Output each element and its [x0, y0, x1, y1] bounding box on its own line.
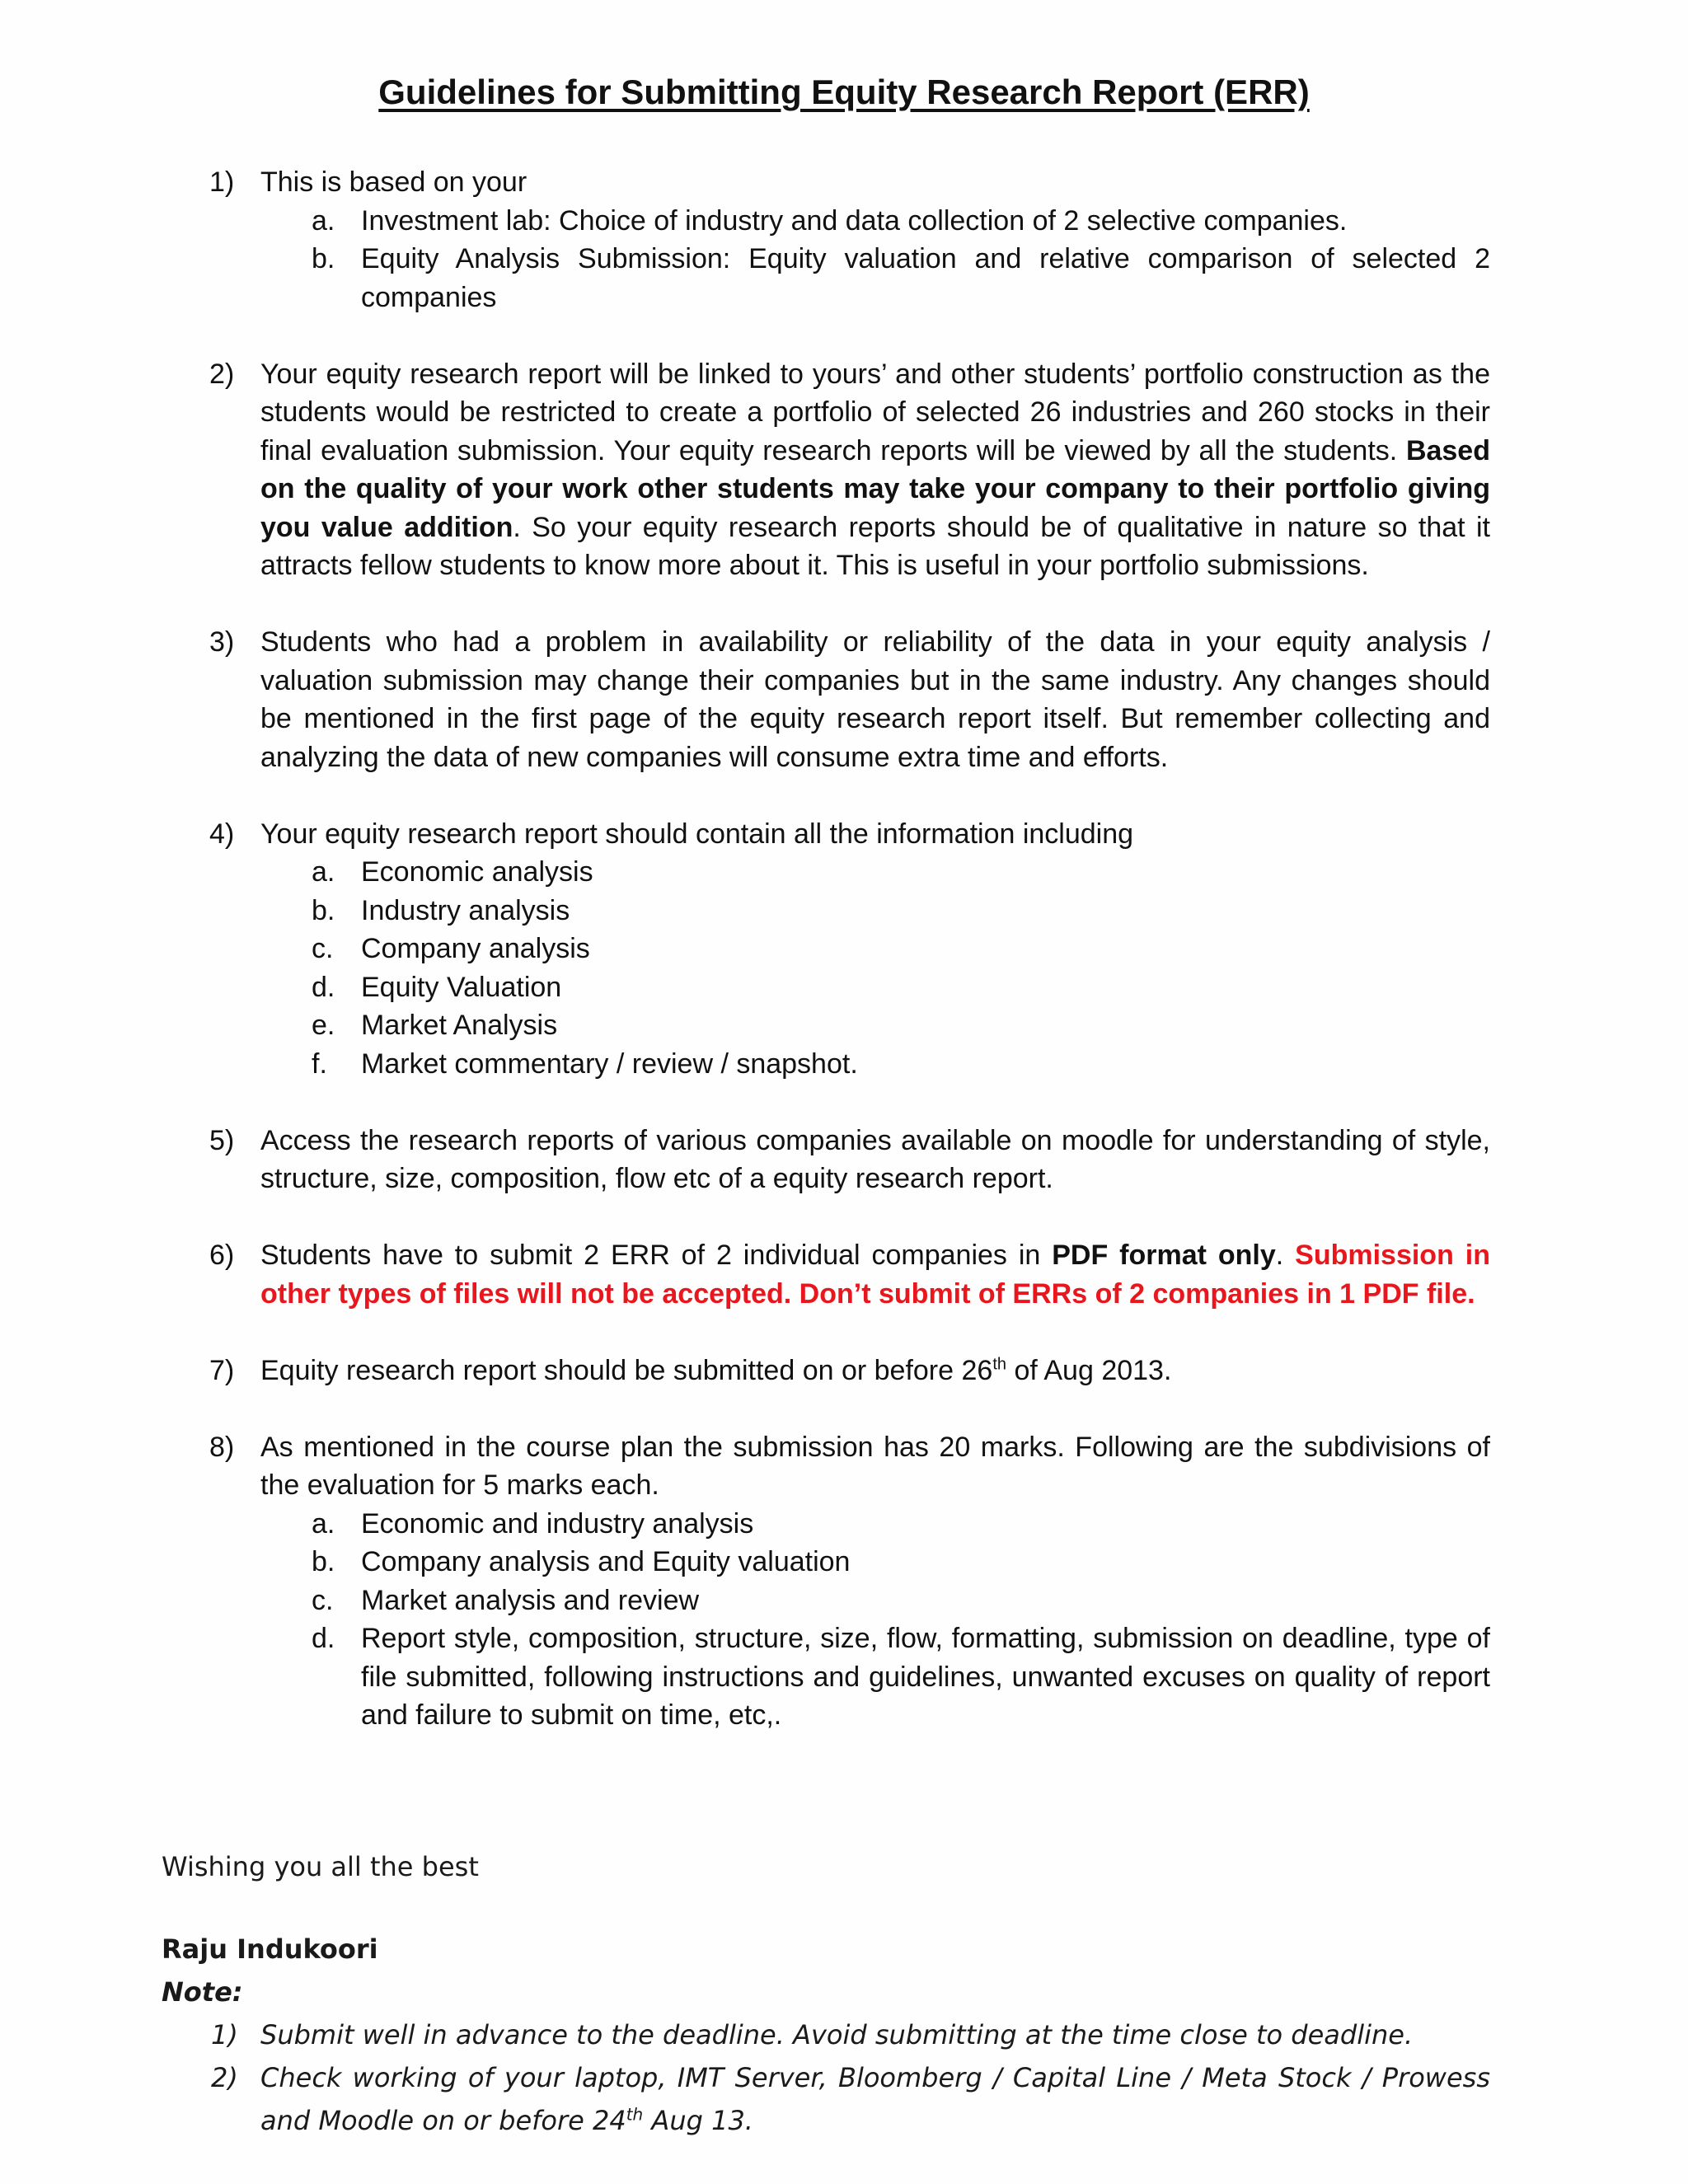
sub-item-letter: a. [312, 204, 335, 237]
sub-item-text: Market analysis and review [361, 1584, 700, 1616]
item-number: 3) [209, 626, 235, 658]
note-item [162, 2013, 1490, 2056]
item-number: 2) [209, 358, 235, 390]
item-text-part: Students have to submit 2 ERR of 2 individual companies in [260, 1240, 1053, 1271]
sub-item-text: Industry analysis [361, 894, 570, 926]
item-text-part: . [1275, 1240, 1296, 1271]
guideline-list [204, 163, 1490, 1773]
sub-item-text: Economic and industry analysis [361, 1507, 754, 1540]
closing-section [162, 1851, 1490, 2142]
sub-item-letter: c. [312, 1584, 334, 1616]
item-text [260, 355, 1490, 585]
item-number: 6) [209, 1240, 235, 1271]
sub-list [260, 853, 1490, 1083]
sub-item-letter: b. [312, 243, 335, 274]
sub-item [260, 240, 1490, 316]
sub-item-text: Company analysis and Equity valuation [361, 1546, 851, 1577]
item-text: Students who had a problem in availability or reliability of the data in your equity analysis / valuation submission may change their companies but in the same industry. Any changes should be mentioned in the first page of the equity research report itself. But remember collecting and analyzing the data of new companies will consume extra time and efforts. [260, 626, 1490, 773]
guideline-item-2 [204, 355, 1490, 585]
sub-item [260, 1543, 1490, 1582]
item-text-part: Your equity research report will be linked to yours’ and other students’ portfolio construction as the students would be restricted to create a portfolio of selected 26 industries and 260 stocks in their final evaluation submission. Your equity research reports will be viewed by all the students. [260, 358, 1490, 466]
note-item [162, 2056, 1490, 2142]
sub-item-letter: a. [312, 1507, 335, 1540]
sub-item-text: Market Analysis [361, 1010, 558, 1041]
guideline-item-4 [204, 815, 1490, 1084]
guideline-item-1 [204, 163, 1490, 316]
sub-item [260, 202, 1490, 241]
item-text-part: Equity research report should be submitted on or before 26 [260, 1354, 993, 1386]
author-signature: Raju Indukoori [162, 1933, 378, 1965]
sub-item-text: Equity Analysis Submission: Equity valuation and relative comparison of selected 2 companies [361, 243, 1490, 313]
sub-item-letter: d. [312, 971, 335, 1003]
guideline-item-5 [204, 1122, 1490, 1198]
item-text: Your equity research report should contain all the information including [260, 818, 1134, 850]
ordinal-suffix: th [992, 1355, 1006, 1374]
sub-item-text: Report style, composition, structure, size, flow, formatting, submission on deadline, type of file submitted, following instructions and guidelines, unwanted excuses on quality of report and failure to submit on time, etc,. [361, 1623, 1490, 1731]
item-number: 7) [209, 1354, 235, 1386]
sub-item [260, 1045, 1490, 1084]
item-text [260, 1352, 1490, 1390]
sub-item [260, 853, 1490, 892]
item-bold-text: PDF format only [1052, 1240, 1276, 1271]
sub-item-letter: d. [312, 1623, 335, 1654]
sub-list [260, 202, 1490, 317]
sub-item-letter: a. [312, 856, 335, 888]
note-text-part: Check working of your laptop, IMT Server, Bloomberg / Capital Line / Meta Stock / Prowess and Moodle on or before 24 [260, 2062, 1490, 2136]
sub-item [260, 1006, 1490, 1045]
sub-item-letter: b. [312, 1546, 335, 1577]
sub-item-text: Market commentary / review / snapshot. [361, 1047, 858, 1080]
item-text: This is based on your [260, 166, 528, 198]
guideline-item-8 [204, 1428, 1490, 1735]
sub-item-letter: e. [312, 1010, 335, 1041]
item-number: 1) [209, 166, 235, 198]
sub-item [260, 968, 1490, 1007]
item-text-part: of Aug 2013. [1006, 1354, 1172, 1386]
note-text: Submit well in advance to the deadline. Avoid submitting at the time close to deadline. [260, 2019, 1414, 2050]
item-text-part: . So your equity research reports should be of qualitative in nature so that it attracts fellow students to know more about it. This is useful in your portfolio submissions. [260, 511, 1491, 581]
sub-item [260, 1582, 1490, 1620]
sub-item-letter: f. [312, 1047, 327, 1080]
sub-item [260, 930, 1490, 968]
sub-item [260, 1505, 1490, 1544]
item-text: As mentioned in the course plan the submission has 20 marks. Following are the subdivisions of the evaluation for 5 marks each. [260, 1431, 1490, 1501]
item-number: 8) [209, 1431, 235, 1463]
sub-item-text: Investment lab: Choice of industry and data collection of 2 selective companies. [361, 204, 1348, 237]
sub-item-text: Equity Valuation [361, 971, 562, 1003]
note-label: Note: [162, 1976, 243, 2008]
note-list [162, 2013, 1490, 2142]
ordinal-suffix: th [626, 2104, 644, 2125]
item-bold-text: Based on the quality of your work other students may take your company to their portfolio giving you value addition [260, 434, 1490, 543]
guideline-item-3 [204, 623, 1490, 776]
closing-wish: Wishing you all the best [162, 1851, 479, 1882]
warning-text: Submission in other types of files will not be accepted. Don’t submit of ERRs of 2 companies in 1 PDF file. [260, 1240, 1490, 1310]
item-number: 4) [209, 818, 235, 850]
note-number: 2) [211, 2062, 238, 2093]
sub-list [260, 1505, 1490, 1735]
page-title: Guidelines for Submitting Equity Research Report (ERR) [378, 73, 1310, 111]
sub-item-letter: c. [312, 933, 334, 964]
item-text [260, 1236, 1490, 1313]
note-text-part: Aug 13. [643, 2105, 753, 2136]
sub-item-text: Economic analysis [361, 856, 593, 888]
note-number: 1) [211, 2019, 238, 2050]
guideline-item-6 [204, 1236, 1490, 1313]
item-text: Access the research reports of various companies available on moodle for understanding of style, structure, size, composition, flow etc of a equity research report. [260, 1124, 1490, 1194]
sub-item [260, 1619, 1490, 1735]
item-number: 5) [209, 1124, 235, 1156]
sub-item [260, 892, 1490, 930]
sub-item-text: Company analysis [361, 933, 590, 964]
sub-item-letter: b. [312, 894, 335, 926]
guideline-item-7 [204, 1352, 1490, 1390]
